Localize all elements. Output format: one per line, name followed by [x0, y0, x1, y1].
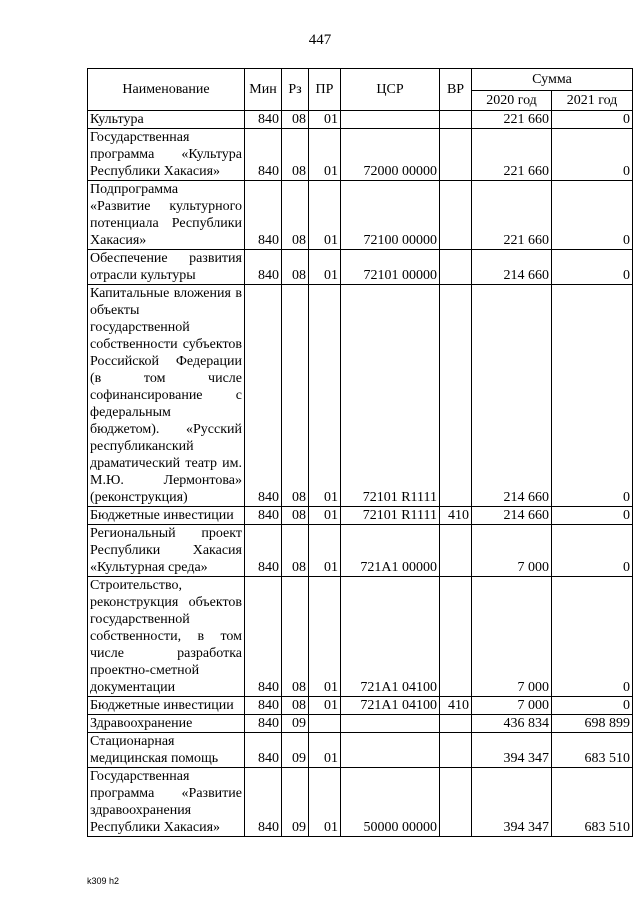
row-vr [440, 181, 472, 250]
row-pr: 01 [309, 525, 341, 577]
row-vr [440, 250, 472, 285]
row-rz: 08 [282, 577, 309, 697]
row-2020: 7 000 [472, 525, 552, 577]
table-row [88, 768, 633, 837]
row-min: 840 [245, 111, 282, 129]
table-row [88, 525, 633, 577]
row-rz: 09 [282, 768, 309, 837]
row-name: Строительство, реконструкция объектов государственной собственности, в том числе разработка проектно-сметной документации [88, 577, 245, 697]
row-csr: 721A1 00000 [341, 525, 440, 577]
row-csr: 72000 00000 [341, 129, 440, 181]
header-year-2021: 2021 год [552, 91, 633, 111]
row-csr [341, 111, 440, 129]
row-csr: 721A1 04100 [341, 697, 440, 715]
table-row [88, 577, 633, 697]
row-name: Региональный проект Республики Хакасия «Культурная среда» [88, 525, 245, 577]
row-2021: 0 [552, 577, 633, 697]
header-vr: ВР [440, 69, 472, 111]
row-vr [440, 525, 472, 577]
row-name: Подпрограмма «Развитие культурного потенциала Республики Хакасия» [88, 181, 245, 250]
row-2020: 221 660 [472, 181, 552, 250]
row-vr [440, 715, 472, 733]
row-2020: 214 660 [472, 250, 552, 285]
header-year-2020: 2020 год [472, 91, 552, 111]
row-min: 840 [245, 715, 282, 733]
row-2020: 214 660 [472, 507, 552, 525]
row-csr: 72100 00000 [341, 181, 440, 250]
row-2021: 0 [552, 111, 633, 129]
table-row [88, 285, 633, 507]
row-2021: 683 510 [552, 733, 633, 768]
table-row [88, 250, 633, 285]
row-min: 840 [245, 181, 282, 250]
row-rz: 08 [282, 285, 309, 507]
row-name: Обеспечение развития отрасли культуры [88, 250, 245, 285]
row-pr: 01 [309, 285, 341, 507]
row-2021: 698 899 [552, 715, 633, 733]
row-2021: 0 [552, 129, 633, 181]
header-csr: ЦСР [341, 69, 440, 111]
row-rz: 09 [282, 733, 309, 768]
row-csr [341, 715, 440, 733]
row-vr [440, 733, 472, 768]
table-header [88, 69, 633, 111]
header-rz: Рз [282, 69, 309, 111]
row-pr: 01 [309, 250, 341, 285]
row-csr: 72101 00000 [341, 250, 440, 285]
row-min: 840 [245, 250, 282, 285]
row-csr [341, 733, 440, 768]
page-number: 447 [308, 32, 332, 48]
row-pr: 01 [309, 111, 341, 129]
row-rz: 08 [282, 507, 309, 525]
row-min: 840 [245, 525, 282, 577]
row-min: 840 [245, 577, 282, 697]
row-pr [309, 715, 341, 733]
row-min: 840 [245, 697, 282, 715]
row-min: 840 [245, 507, 282, 525]
row-name: Бюджетные инвестиции [88, 507, 245, 525]
row-name: Капитальные вложения в объекты государственной собственности субъектов Российской Федерации (в том числе софинансирование с федеральным бюджетом). «Русский республиканский драматический театр им. М.Ю. Лермонтова» (реконструкция) [88, 285, 245, 507]
row-2020: 436 834 [472, 715, 552, 733]
row-min: 840 [245, 285, 282, 507]
table-body [88, 111, 633, 837]
row-pr: 01 [309, 129, 341, 181]
row-2021: 0 [552, 697, 633, 715]
row-2020: 394 347 [472, 768, 552, 837]
row-rz: 08 [282, 250, 309, 285]
header-name: Наименование [88, 69, 245, 111]
row-pr: 01 [309, 577, 341, 697]
row-2021: 0 [552, 525, 633, 577]
row-csr: 72101 R1111 [341, 285, 440, 507]
row-min: 840 [245, 733, 282, 768]
row-csr: 721A1 04100 [341, 577, 440, 697]
budget-table [87, 68, 633, 837]
row-csr: 50000 00000 [341, 768, 440, 837]
row-rz: 09 [282, 715, 309, 733]
row-pr: 01 [309, 697, 341, 715]
row-vr: 410 [440, 697, 472, 715]
row-2021: 0 [552, 181, 633, 250]
row-pr: 01 [309, 507, 341, 525]
row-pr: 01 [309, 768, 341, 837]
row-pr: 01 [309, 181, 341, 250]
row-vr [440, 577, 472, 697]
row-rz: 08 [282, 697, 309, 715]
header-min: Мин [245, 69, 282, 111]
row-2020: 221 660 [472, 111, 552, 129]
row-2021: 0 [552, 250, 633, 285]
row-2020: 7 000 [472, 577, 552, 697]
footer-code: k309 h2 [87, 876, 120, 886]
table-row [88, 715, 633, 733]
row-vr [440, 129, 472, 181]
row-2020: 394 347 [472, 733, 552, 768]
row-2021: 683 510 [552, 768, 633, 837]
row-name: Государственная программа «Развитие здравоохранения Республики Хакасия» [88, 768, 245, 837]
header-pr: ПР [309, 69, 341, 111]
row-2021: 0 [552, 285, 633, 507]
row-2021: 0 [552, 507, 633, 525]
row-2020: 214 660 [472, 285, 552, 507]
row-rz: 08 [282, 181, 309, 250]
row-vr [440, 285, 472, 507]
row-name: Культура [88, 111, 245, 129]
row-rz: 08 [282, 525, 309, 577]
row-rz: 08 [282, 111, 309, 129]
row-csr: 72101 R1111 [341, 507, 440, 525]
row-vr: 410 [440, 507, 472, 525]
table-row [88, 129, 633, 181]
row-name: Бюджетные инвестиции [88, 697, 245, 715]
table-row [88, 733, 633, 768]
row-rz: 08 [282, 129, 309, 181]
table-row [88, 181, 633, 250]
table-row [88, 111, 633, 129]
row-2020: 221 660 [472, 129, 552, 181]
row-min: 840 [245, 768, 282, 837]
row-name: Здравоохранение [88, 715, 245, 733]
row-pr: 01 [309, 733, 341, 768]
table-row [88, 697, 633, 715]
row-min: 840 [245, 129, 282, 181]
row-name: Государственная программа «Культура Республики Хакасия» [88, 129, 245, 181]
row-name: Стационарная медицинская помощь [88, 733, 245, 768]
row-vr [440, 111, 472, 129]
header-sum: Сумма [472, 69, 633, 91]
table-row [88, 507, 633, 525]
row-vr [440, 768, 472, 837]
row-2020: 7 000 [472, 697, 552, 715]
